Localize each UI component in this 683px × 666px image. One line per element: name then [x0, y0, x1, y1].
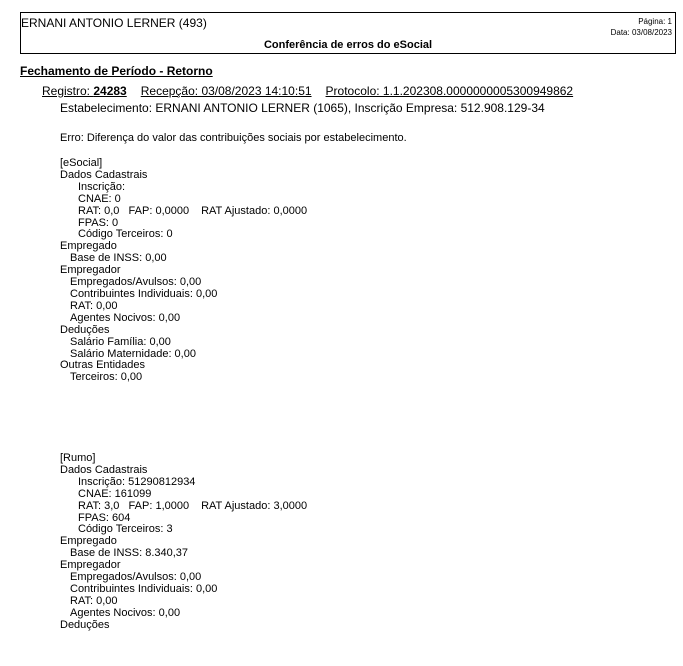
esocial-contribuintes: Contribuintes Individuais: 0,00: [70, 287, 218, 300]
page-number: Página: 1: [638, 17, 672, 26]
esocial-rat-val: RAT: 0,00: [70, 299, 118, 312]
esocial-header: [eSocial]: [60, 157, 103, 169]
esocial-dados-cadastrais: Dados Cadastrais: [60, 168, 148, 181]
esocial-agentes: Agentes Nocivos: 0,00: [70, 311, 181, 324]
esocial-cnae: CNAE: 0: [78, 192, 121, 205]
rumo-base-inss: Base de INSS: 8.340,37: [70, 547, 189, 560]
esocial-salario-familia: Salário Família: 0,00: [70, 335, 171, 348]
rumo-rat: RAT: 3,0: [78, 499, 120, 512]
rumo-rat-line: [60, 501, 307, 513]
rumo-inscricao: Inscrição: 51290812934: [78, 475, 196, 488]
esocial-rat-ajustado: RAT Ajustado: 0,0000: [201, 204, 308, 217]
section-title: Fechamento de Período - Retorno: [20, 64, 213, 78]
esocial-rat: RAT: 0,0: [78, 204, 120, 217]
rumo-cnae: CNAE: 161099: [78, 487, 152, 500]
rumo-deducoes: Deduções: [60, 618, 110, 631]
rumo-block: [60, 453, 307, 632]
esocial-fap: FAP: 0,0000: [128, 204, 190, 217]
esocial-empregado: Empregado: [60, 240, 117, 253]
protocolo: Protocolo: 1.1.202308.0000000005300949862: [325, 84, 574, 98]
rumo-codigo-terceiros: Código Terceiros: 3: [78, 523, 173, 536]
error-message: Erro: Diferença do valor das contribuições sociais por estabelecimento.: [60, 132, 407, 144]
esocial-empregador: Empregador: [60, 264, 121, 277]
esocial-base-inss: Base de INSS: 0,00: [70, 252, 167, 265]
recepcao: Recepção: 03/08/2023 14:10:51: [140, 84, 312, 98]
esocial-deducoes: Deduções: [60, 323, 110, 336]
rumo-agentes: Agentes Nocivos: 0,00: [70, 606, 181, 619]
esocial-salario-maternidade: Salário Maternidade: 0,00: [70, 347, 196, 360]
esocial-rat-line: [60, 206, 307, 218]
rumo-fap: FAP: 1,0000: [128, 499, 190, 512]
rumo-empregado: Empregado: [60, 535, 117, 548]
esocial-terceiros: Terceiros: 0,00: [70, 371, 143, 384]
report-header: [20, 12, 676, 54]
estabelecimento: Estabelecimento: ERNANI ANTONIO LERNER (1065), Inscrição Empresa: 512.908.129-34: [60, 101, 545, 115]
company-name: ERNANI ANTONIO LERNER (493): [21, 16, 207, 30]
esocial-outras-entidades: Outras Entidades: [60, 359, 145, 372]
rumo-dados-cadastrais: Dados Cadastrais: [60, 463, 148, 476]
rumo-rat-val: RAT: 0,00: [70, 594, 118, 607]
rumo-header: [Rumo]: [60, 452, 96, 464]
rumo-empregados-avulsos: Empregados/Avulsos: 0,00: [70, 571, 202, 584]
registro-label: Registro:: [42, 84, 94, 98]
rumo-contribuintes: Contribuintes Individuais: 0,00: [70, 582, 218, 595]
report-title: Conferência de erros do eSocial: [263, 39, 433, 51]
rumo-rat-ajustado: RAT Ajustado: 3,0000: [201, 499, 308, 512]
esocial-block: [60, 158, 307, 384]
rumo-empregador: Empregador: [60, 559, 121, 572]
report-date: Data: 03/08/2023: [610, 28, 672, 37]
rumo-fpas: FPAS: 604: [78, 511, 131, 524]
page-meta: [611, 16, 672, 38]
registro-line: [42, 84, 573, 98]
esocial-inscricao: Inscrição:: [78, 180, 126, 193]
registro-number: 24283: [93, 84, 127, 98]
esocial-codigo-terceiros: Código Terceiros: 0: [78, 228, 173, 241]
esocial-fpas: FPAS: 0: [78, 216, 119, 229]
esocial-empregados-avulsos: Empregados/Avulsos: 0,00: [70, 276, 202, 289]
